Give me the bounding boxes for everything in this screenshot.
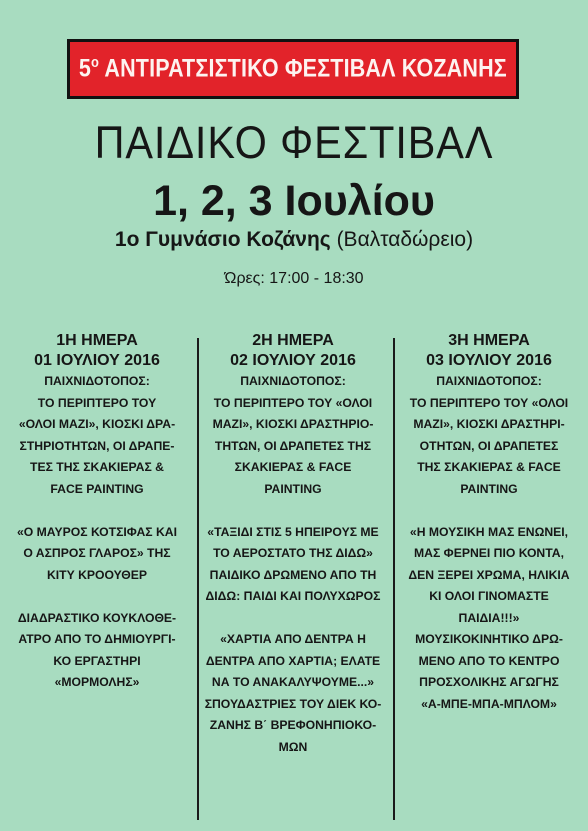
event-text-line: ΠΑΙΧΝΙΔΟΤΟΠΟΣ: bbox=[44, 374, 150, 388]
event-text-line: ΜΑΖΙ», ΚΙΟΣΚΙ ΔΡΑΣΤΗΡΙ- bbox=[413, 417, 565, 431]
block-spacer bbox=[203, 500, 383, 522]
day-date: 01 ΙΟΥΛΙΟΥ 2016 bbox=[34, 352, 160, 369]
event-text-line: ΠΑΙΔΙΑ!!!» bbox=[458, 610, 520, 625]
day-heading: 1Η ΗΜΕΡΑ bbox=[56, 332, 138, 349]
event-text-line: ΣΤΗΡΙΟΤΗΤΩΝ, ΟΙ ΔΡΑΠΕ- bbox=[19, 438, 175, 453]
banner-superscript: ο bbox=[91, 54, 100, 72]
event-text-line: PAINTING bbox=[264, 481, 322, 496]
event-text-line: ΤΗΣ ΣΚΑΚΙΕΡΑΣ & FACE bbox=[417, 460, 561, 474]
banner-title: ΑΝΤΙΡΑΤΣΙΣΤΙΚΟ ΦΕΣΤΙΒΑΛ ΚΟΖΑΝΗΣ bbox=[99, 54, 508, 83]
event-text-line: FACE PAINTING bbox=[50, 481, 144, 496]
venue-detail: (Βαλταδώρειο) bbox=[330, 228, 474, 251]
event-text-line: «ΤΑΞΙΔΙ ΣΤΙΣ 5 ΗΠΕΙΡΟΥΣ ΜΕ bbox=[207, 524, 379, 539]
banner-number: 5 bbox=[78, 54, 92, 83]
event-text-line: ΜΕΝΟ ΑΠΟ ΤΟ ΚΕΝΤΡΟ bbox=[418, 653, 560, 668]
day-column-1 bbox=[7, 331, 187, 694]
event-text-line: ΤΟ ΠΕΡΙΠΤΕΡΟ ΤΟΥ «ΟΛΟΙ bbox=[409, 395, 569, 410]
event-text-line: ΣΚΑΚΙΕΡΑΣ & FACE bbox=[234, 460, 352, 474]
event-text-line: ΤΕΣ ΤΗΣ ΣΚΑΚΙΕΡΑΣ & bbox=[30, 460, 164, 474]
event-text-line: ΔΙΑΔΡΑΣΤΙΚΟ ΚΟΥΚΛΟΘΕ- bbox=[17, 610, 177, 625]
event-text-line: ΠΑΙΧΝΙΔΟΤΟΠΟΣ: bbox=[436, 374, 542, 388]
column-divider bbox=[197, 338, 199, 820]
block-spacer bbox=[7, 500, 187, 522]
event-text-line: ΖΑΝΗΣ Β΄ ΒΡΕΦΟΝΗΠΙΟΚΟ- bbox=[209, 718, 377, 732]
day-column-3 bbox=[399, 331, 579, 715]
event-text-line: ΔΙΔΩ: ΠΑΙΔΙ ΚΑΙ ΠΟΛΥΧΩΡΟΣ bbox=[205, 589, 381, 603]
day-date: 02 ΙΟΥΛΙΟΥ 2016 bbox=[230, 352, 356, 369]
event-text-line: ΜΟΥΣΙΚΟΚΙΝΗΤΙΚΟ ΔΡΩ- bbox=[415, 632, 563, 646]
block-spacer bbox=[7, 586, 187, 608]
event-text-line: «ΧΑΡΤΙΑ ΑΠΟ ΔΕΝΤΡΑ Η bbox=[220, 632, 366, 646]
event-text-line: ΚΙΤΥ ΚΡΟΟΥΘΕΡ bbox=[46, 567, 148, 582]
venue bbox=[0, 228, 588, 252]
event-text-line: ΚΟ ΕΡΓΑΣΤΗΡΙ bbox=[53, 653, 141, 668]
event-text-line: ΜΑΣ ΦΕΡΝΕΙ ΠΙΟ ΚΟΝΤΑ, bbox=[414, 546, 564, 560]
event-text-line: ΠΡΟΣΧΟΛΙΚΗΣ ΑΓΩΓΗΣ bbox=[419, 675, 559, 689]
block-spacer bbox=[399, 500, 579, 522]
event-text-line: Ο ΑΣΠΡΟΣ ΓΛΑΡΟΣ» ΤΗΣ bbox=[23, 546, 171, 560]
event-text-line: ΜΑΖΙ», ΚΙΟΣΚΙ ΔΡΑΣΤΗΡΙΟ- bbox=[212, 417, 374, 431]
event-text-line: ΠΑΙΧΝΙΔΟΤΟΠΟΣ: bbox=[240, 374, 346, 388]
event-text-line: ΤΟ ΠΕΡΙΠΤΕΡΟ ΤΟΥ «ΟΛΟΙ bbox=[213, 395, 373, 410]
event-text-line: ΤΟ ΠΕΡΙΠΤΕΡΟ ΤΟΥ bbox=[37, 395, 157, 410]
festival-banner bbox=[67, 39, 519, 99]
event-text-line: «ΟΛΟΙ ΜΑΖΙ», ΚΙΟΣΚΙ ΔΡΑ- bbox=[18, 417, 176, 431]
venue-name: 1ο Γυμνάσιο Κοζάνης bbox=[114, 228, 331, 251]
block-spacer bbox=[203, 608, 383, 630]
hours: Ώρες: 17:00 - 18:30 bbox=[224, 270, 364, 287]
festival-dates: 1, 2, 3 Ιουλίου bbox=[153, 177, 435, 225]
event-text-line: ΔΕΝΤΡΑ ΑΠΟ ΧΑΡΤΙΑ; ΕΛΑΤΕ bbox=[205, 653, 381, 668]
event-text-line: ΠΑΙΔΙΚΟ ΔΡΩΜΕΝΟ ΑΠΟ ΤΗ bbox=[209, 567, 377, 582]
event-text-line: «ΜΟΡΜΟΛΗΣ» bbox=[54, 675, 140, 689]
event-text-line: ΔΕΝ ΞΕΡΕΙ ΧΡΩΜΑ, ΗΛΙΚΙΑ bbox=[408, 567, 570, 582]
event-text-line: ΤΟ ΑΕΡΟΣΤΑΤΟ ΤΗΣ ΔΙΔΩ» bbox=[213, 546, 373, 560]
event-text-line: ΝΑ ΤΟ ΑΝΑΚΑΛΥΨΟΥΜΕ...» bbox=[211, 675, 375, 689]
day-column-2 bbox=[203, 331, 383, 758]
event-text-line: «Α-ΜΠΕ-ΜΠΑ-ΜΠΛΟΜ» bbox=[421, 696, 557, 711]
event-text-line: ΟΤΗΤΩΝ, ΟΙ ΔΡΑΠΕΤΕΣ bbox=[419, 438, 559, 453]
day-heading: 2Η ΗΜΕΡΑ bbox=[252, 332, 334, 349]
event-text-line: ΣΠΟΥΔΑΣΤΡΙΕΣ ΤΟΥ ΔΙΕΚ ΚΟ- bbox=[204, 696, 382, 711]
poster-title: ΠΑΙΔΙΚΟ ΦΕΣΤΙΒΑΛ bbox=[94, 117, 494, 168]
event-text-line: ΤΗΤΩΝ, ΟΙ ΔΡΑΠΕΤΕΣ ΤΗΣ bbox=[214, 438, 372, 453]
event-text-line: «Ο ΜΑΥΡΟΣ ΚΟΤΣΙΦΑΣ ΚΑΙ bbox=[17, 524, 177, 539]
event-text-line: PAINTING bbox=[460, 481, 518, 496]
event-text-line: ΚΙ ΟΛΟΙ ΓΙΝΟΜΑΣΤΕ bbox=[429, 589, 549, 603]
event-text-line: ΑΤΡΟ ΑΠΟ ΤΟ ΔΗΜΙΟΥΡΓΙ- bbox=[18, 632, 176, 646]
event-text-line: «Η ΜΟΥΣΙΚΗ ΜΑΣ ΕΝΩΝΕΙ, bbox=[409, 524, 569, 539]
banner-text bbox=[79, 54, 507, 83]
event-text-line: ΜΩΝ bbox=[278, 739, 308, 754]
column-divider bbox=[393, 338, 395, 820]
day-heading: 3Η ΗΜΕΡΑ bbox=[448, 332, 530, 349]
day-date: 03 ΙΟΥΛΙΟΥ 2016 bbox=[426, 352, 552, 369]
